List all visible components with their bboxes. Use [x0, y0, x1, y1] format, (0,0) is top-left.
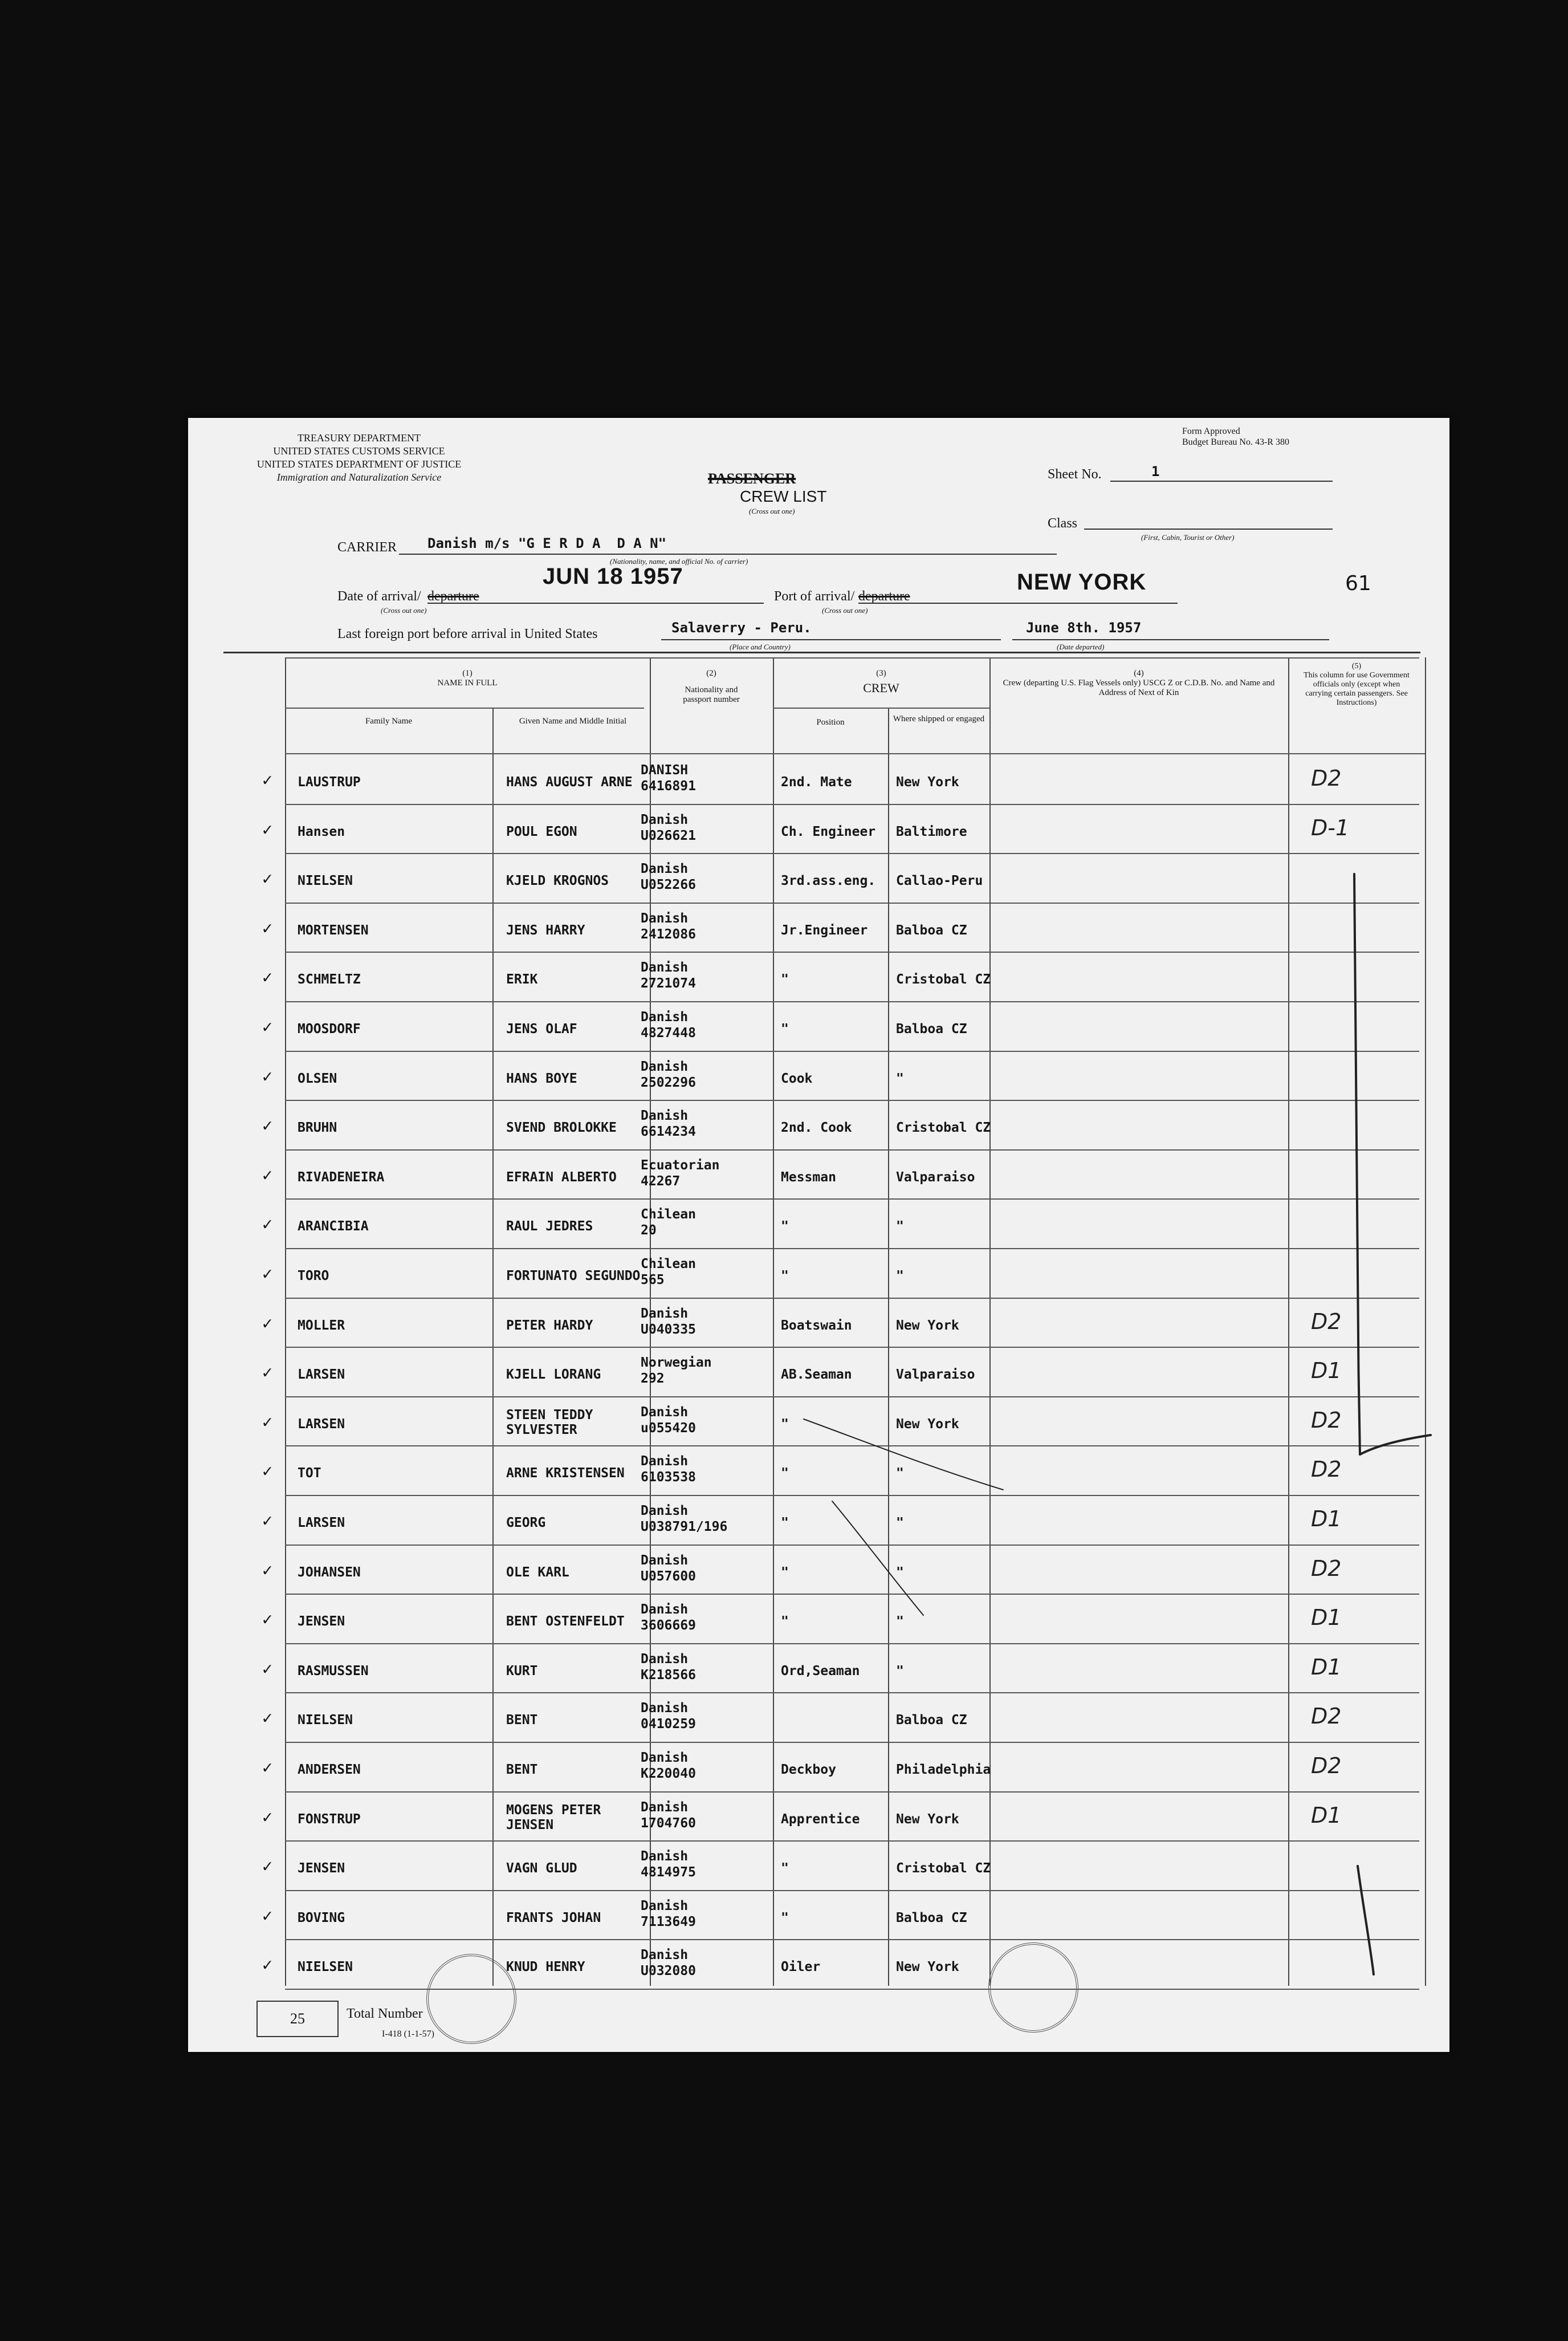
given-name-line: KNUD HENRY [506, 1960, 585, 1975]
date-cross-note: (Cross out one) [381, 606, 427, 615]
check-mark-icon: ✓ [262, 1116, 273, 1136]
where-shipped: Callao-Peru [896, 873, 983, 889]
col2-title: Nationality and passport number [683, 685, 740, 704]
family-name: LARSEN [298, 1367, 345, 1383]
port-arrival-label: Port of arrival/ [774, 589, 855, 604]
passport-number: 4814975 [641, 1865, 696, 1880]
nationality: Danish [641, 1306, 689, 1321]
where-shipped: Philadelphia [896, 1762, 991, 1777]
position: " [781, 1466, 789, 1481]
family-name: LARSEN [298, 1416, 345, 1432]
port-arrival-stamp: NEW YORK [1017, 570, 1147, 595]
col3-position-header: Position [816, 718, 845, 727]
check-mark-icon: ✓ [262, 1758, 273, 1778]
total-number-box: 25 [256, 2001, 339, 2037]
last-port-label: Last foreign port before arrival in United States [337, 627, 598, 641]
col2-num: (2) [706, 669, 716, 678]
family-name: LAUSTRUP [298, 775, 361, 790]
passport-number: 565 [641, 1273, 665, 1287]
port-arrival-struck: departure [858, 589, 910, 604]
family-name: Hansen [298, 824, 345, 839]
col3-num: (3) [876, 669, 886, 678]
where-shipped: Baltimore [896, 824, 967, 839]
passport-number: 0410259 [641, 1717, 696, 1732]
col3-shipped-header: Where shipped or engaged [893, 714, 985, 724]
check-mark-icon: ✓ [262, 1066, 273, 1087]
agency-line: UNITED STATES CUSTOMS SERVICE [273, 445, 445, 457]
class-label: Class [1048, 516, 1078, 531]
given-name-line: HANS AUGUST ARNE [506, 775, 633, 790]
official-mark: D2 [1311, 1407, 1342, 1433]
where-shipped: " [896, 1466, 904, 1481]
nationality: Danish [641, 960, 689, 976]
family-name: FONSTRUP [298, 1811, 361, 1827]
nationality: Danish [641, 1849, 689, 1864]
passport-number: 1704760 [641, 1815, 696, 1831]
passport-number: U057600 [641, 1568, 696, 1584]
given-name-line: JENS OLAF [506, 1022, 577, 1037]
where-shipped: New York [896, 1318, 959, 1333]
official-mark: D1 [1311, 1358, 1342, 1384]
passport-number: 6103538 [641, 1470, 696, 1485]
official-mark: D2 [1311, 1457, 1342, 1482]
passport-number: U038791/196 [641, 1519, 728, 1534]
col5-num: (5) [1351, 662, 1362, 670]
passport-number: K218566 [641, 1667, 696, 1682]
agency-line: Immigration and Naturalization Service [276, 472, 442, 483]
nationality: Danish [641, 1059, 689, 1074]
date-arrival-stamp: JUN 18 1957 [543, 564, 683, 589]
position: 2nd. Cook [781, 1120, 852, 1136]
where-shipped: New York [896, 1416, 959, 1432]
vertical-mark [1354, 874, 1360, 1454]
carrier-note: (Nationality, name, and official No. of carrier) [610, 557, 748, 566]
passport-number: 42267 [641, 1173, 681, 1189]
family-name: NIELSEN [298, 873, 353, 889]
passport-number: 292 [641, 1371, 665, 1387]
struck-title: PASSENGER [708, 470, 796, 487]
carrier-label: CARRIER [337, 540, 397, 555]
passport-number: 7113649 [641, 1914, 696, 1929]
check-mark-icon: ✓ [262, 1659, 273, 1679]
family-name: MOOSDORF [298, 1022, 361, 1037]
official-mark: D1 [1311, 1654, 1342, 1680]
check-tail [1360, 1435, 1431, 1454]
check-mark-icon: ✓ [262, 1708, 273, 1729]
where-shipped: New York [896, 1960, 959, 1975]
where-shipped: New York [896, 1811, 959, 1827]
official-mark: D2 [1311, 766, 1342, 791]
family-name: RIVADENEIRA [298, 1169, 385, 1185]
given-name-line: JENS HARRY [506, 922, 585, 938]
passport-number: 4827448 [641, 1026, 696, 1041]
family-name: RASMUSSEN [298, 1663, 369, 1678]
passport-number: 6416891 [641, 779, 696, 794]
position: " [781, 1416, 789, 1432]
family-name: JOHANSEN [298, 1564, 361, 1580]
given-name-line: OLE KARL [506, 1564, 569, 1580]
check-mark-icon: ✓ [262, 968, 273, 988]
check-mark-icon: ✓ [262, 1264, 273, 1284]
given-name-line: FORTUNATO SEGUNDO [506, 1269, 641, 1283]
check-mark-icon: ✓ [262, 1214, 273, 1235]
check-mark-icon: ✓ [262, 1610, 273, 1630]
passport-number: U032080 [641, 1964, 696, 1979]
position: " [781, 1219, 789, 1234]
nationality: Danish [641, 1108, 689, 1124]
given-name-line: KURT [506, 1663, 538, 1678]
official-mark: D1 [1311, 1605, 1342, 1631]
family-name: JENSEN [298, 1861, 345, 1876]
passport-number: 2412086 [641, 926, 696, 942]
nationality: Danish [641, 1651, 689, 1667]
class-note: (First, Cabin, Tourist or Other) [1141, 533, 1235, 542]
check-mark-icon: ✓ [262, 1313, 273, 1334]
nationality: Danish [641, 1503, 689, 1518]
position: " [781, 1022, 789, 1037]
check-mark-icon: ✓ [262, 1412, 273, 1432]
position: 3rd.ass.eng. [781, 873, 876, 889]
given-name-line: MOGENS PETER [506, 1802, 601, 1818]
family-name: MOLLER [298, 1318, 345, 1333]
where-shipped: Cristobal CZ [896, 972, 991, 987]
family-name: LARSEN [298, 1515, 345, 1530]
given-name-line: POUL EGON [506, 824, 577, 839]
col4-title: Crew (departing U.S. Flag Vessels only) USCG Z or C.D.B. No. and Name and Address of Next of Kin [1003, 678, 1275, 697]
check-mark-icon: ✓ [262, 1856, 273, 1877]
given-name-line: SYLVESTER [506, 1422, 577, 1437]
sheet-no-label: Sheet No. [1048, 467, 1102, 482]
nationality: Danish [641, 1750, 689, 1765]
where-shipped: " [896, 1663, 904, 1678]
where-shipped: Balboa CZ [896, 1022, 967, 1037]
agency-line: UNITED STATES DEPARTMENT OF JUSTICE [256, 458, 462, 470]
passport-number: 2502296 [641, 1075, 696, 1090]
position: " [781, 972, 789, 987]
check-mark-icon: ✓ [262, 770, 273, 790]
given-name-line: PETER HARDY [506, 1318, 593, 1333]
check-mark-icon: ✓ [262, 918, 273, 938]
col1-family-header: Family Name [365, 717, 413, 726]
last-port-value: Salaverry - Peru. [671, 620, 812, 636]
last-port-note: (Place and Country) [730, 643, 791, 651]
check-mark-icon: ✓ [262, 869, 273, 889]
passport-number: U040335 [641, 1322, 696, 1337]
date-departed-value: June 8th. 1957 [1026, 620, 1142, 636]
title-note: (Cross out one) [749, 507, 795, 515]
official-mark: D1 [1311, 1506, 1342, 1531]
pencil-stroke [832, 1501, 923, 1615]
where-shipped: Balboa CZ [896, 922, 967, 938]
nationality: Norwegian [641, 1355, 712, 1371]
check-mark-icon: ✓ [262, 1165, 273, 1185]
nationality: Chilean [641, 1257, 696, 1271]
nationality: Danish [641, 1799, 689, 1815]
col3-title: CREW [863, 681, 899, 695]
nationality: Danish [641, 1454, 689, 1469]
position: 2nd. Mate [781, 775, 852, 790]
nationality: Danish [641, 911, 689, 926]
given-name-line: ERIK [506, 972, 538, 987]
official-mark: D1 [1311, 1802, 1342, 1828]
nationality: Chilean [641, 1207, 696, 1222]
position: Oiler [781, 1960, 821, 1975]
col5-title: This column for use Government officials only (except when carrying certain passengers. See Instructions) [1304, 671, 1410, 707]
pencil-stroke [804, 1416, 1003, 1490]
form-title: CREW LIST [740, 487, 827, 505]
nationality: Danish [641, 1898, 689, 1913]
nationality: Danish [641, 812, 689, 827]
passport-number: u055420 [641, 1420, 696, 1436]
where-shipped: Balboa CZ [896, 1713, 967, 1728]
date-arrival-struck: departure [427, 589, 479, 604]
nationality: Danish [641, 1552, 689, 1568]
check-mark-icon: ✓ [262, 1017, 273, 1037]
check-mark-icon: ✓ [262, 1955, 273, 1976]
position: " [781, 1861, 789, 1876]
official-mark: D2 [1311, 1753, 1342, 1778]
check-mark-icon: ✓ [262, 1905, 273, 1926]
position: Ch. Engineer [781, 824, 876, 839]
given-name-line: KJELL LORANG [506, 1367, 601, 1383]
official-mark: D2 [1311, 1555, 1342, 1581]
check-mark-icon: ✓ [262, 1560, 273, 1580]
date-departed-note: (Date departed) [1057, 643, 1105, 651]
given-name-line: FRANTS JOHAN [506, 1910, 601, 1925]
nationality: Danish [641, 1701, 689, 1716]
where-shipped: Valparaiso [896, 1367, 975, 1383]
passport-number: U052266 [641, 877, 696, 893]
passport-number: K220040 [641, 1766, 696, 1781]
col1-num: (1) [462, 669, 473, 678]
position: Boatswain [781, 1318, 852, 1333]
check-mark-icon: ✓ [262, 1807, 273, 1827]
check-mark-icon: ✓ [262, 1461, 273, 1482]
given-name-line: SVEND BROLOKKE [506, 1120, 617, 1136]
passport-number: 2721074 [641, 976, 696, 991]
port-cross-note: (Cross out one) [822, 606, 868, 615]
given-name-line: BENT [506, 1713, 538, 1728]
position: " [781, 1269, 789, 1283]
date-arrival-label: Date of arrival/ [337, 589, 421, 604]
official-mark: D2 [1311, 1308, 1342, 1334]
passport-number: 20 [641, 1223, 657, 1238]
family-name: BOVING [298, 1910, 345, 1925]
given-name-line: VAGN GLUD [506, 1861, 577, 1876]
given-name-line: KJELD KROGNOS [506, 873, 609, 889]
nationality: Danish [641, 1602, 689, 1617]
carrier-value: Danish m/s "G E R D A D A N" [427, 535, 667, 551]
family-name: OLSEN [298, 1071, 337, 1086]
given-name-line: JENSEN [506, 1817, 554, 1832]
position: Jr.Engineer [781, 922, 868, 938]
family-name: BRUHN [298, 1120, 337, 1136]
where-shipped: " [896, 1515, 904, 1530]
check-mark-icon: ✓ [262, 1363, 273, 1383]
where-shipped: " [896, 1614, 904, 1629]
given-name-line: GEORG [506, 1515, 546, 1530]
position: Messman [781, 1169, 836, 1185]
nationality: DANISH [641, 763, 689, 778]
where-shipped: " [896, 1219, 904, 1234]
vertical-mark [1358, 1866, 1374, 1974]
check-mark-icon: ✓ [262, 819, 273, 840]
where-shipped: " [896, 1564, 904, 1580]
agency-line: TREASURY DEPARTMENT [297, 432, 421, 444]
handwritten-marks [188, 418, 1449, 2052]
position: Deckboy [781, 1762, 836, 1777]
where-shipped: Cristobal CZ [896, 1120, 991, 1136]
form-approved-line: Form Approved [1182, 426, 1240, 436]
given-name-line: ARNE KRISTENSEN [506, 1466, 625, 1481]
official-mark: D-1 [1311, 815, 1350, 840]
passport-number: 3606669 [641, 1618, 696, 1633]
family-name: NIELSEN [298, 1713, 353, 1728]
nationality: Danish [641, 861, 689, 877]
position: " [781, 1515, 789, 1530]
position: Cook [781, 1071, 813, 1086]
where-shipped: New York [896, 775, 959, 790]
given-name-line: BENT [506, 1762, 538, 1777]
position: Apprentice [781, 1811, 860, 1827]
crew-list-form [188, 418, 1449, 2052]
nationality: Danish [641, 1948, 689, 1963]
corner-number: 61 [1345, 572, 1371, 595]
family-name: SCHMELTZ [298, 972, 361, 987]
given-name-line: HANS BOYE [506, 1071, 577, 1086]
given-name-line: RAUL JEDRES [506, 1219, 593, 1234]
total-number-label: Total Number [347, 2006, 423, 2021]
family-name: MORTENSEN [298, 922, 369, 938]
family-name: ARANCIBIA [298, 1219, 369, 1234]
position: " [781, 1910, 789, 1925]
family-name: ANDERSEN [298, 1762, 361, 1777]
where-shipped: " [896, 1071, 904, 1086]
family-name: NIELSEN [298, 1960, 353, 1975]
given-name-line: EFRAIN ALBERTO [506, 1169, 617, 1185]
passport-number: 6614234 [641, 1124, 696, 1140]
passport-number: U026621 [641, 828, 696, 843]
check-mark-icon: ✓ [262, 1511, 273, 1531]
col4-num: (4) [1134, 669, 1144, 678]
given-name-line: BENT OSTENFELDT [506, 1614, 625, 1629]
nationality: Ecuatorian [641, 1157, 720, 1173]
col1-given-header: Given Name and Middle Initial [519, 717, 627, 726]
position: " [781, 1614, 789, 1629]
position: AB.Seaman [781, 1367, 852, 1383]
form-id: I-418 (1-1-57) [382, 2029, 434, 2039]
position: Ord,Seaman [781, 1663, 860, 1678]
col1-title: NAME IN FULL [437, 678, 498, 688]
where-shipped: " [896, 1269, 904, 1283]
where-shipped: Cristobal CZ [896, 1861, 991, 1876]
position: " [781, 1564, 789, 1580]
family-name: JENSEN [298, 1614, 345, 1629]
official-mark: D2 [1311, 1704, 1342, 1729]
nationality: Danish [641, 1404, 689, 1420]
where-shipped: Balboa CZ [896, 1910, 967, 1925]
where-shipped: Valparaiso [896, 1169, 975, 1185]
given-name-line: STEEN TEDDY [506, 1407, 593, 1423]
form-approved-line: Budget Bureau No. 43-R 380 [1182, 437, 1289, 447]
nationality: Danish [641, 1010, 689, 1025]
family-name: TOT [298, 1466, 321, 1481]
sheet-no-value: 1 [1151, 464, 1160, 479]
family-name: TORO [298, 1269, 329, 1283]
